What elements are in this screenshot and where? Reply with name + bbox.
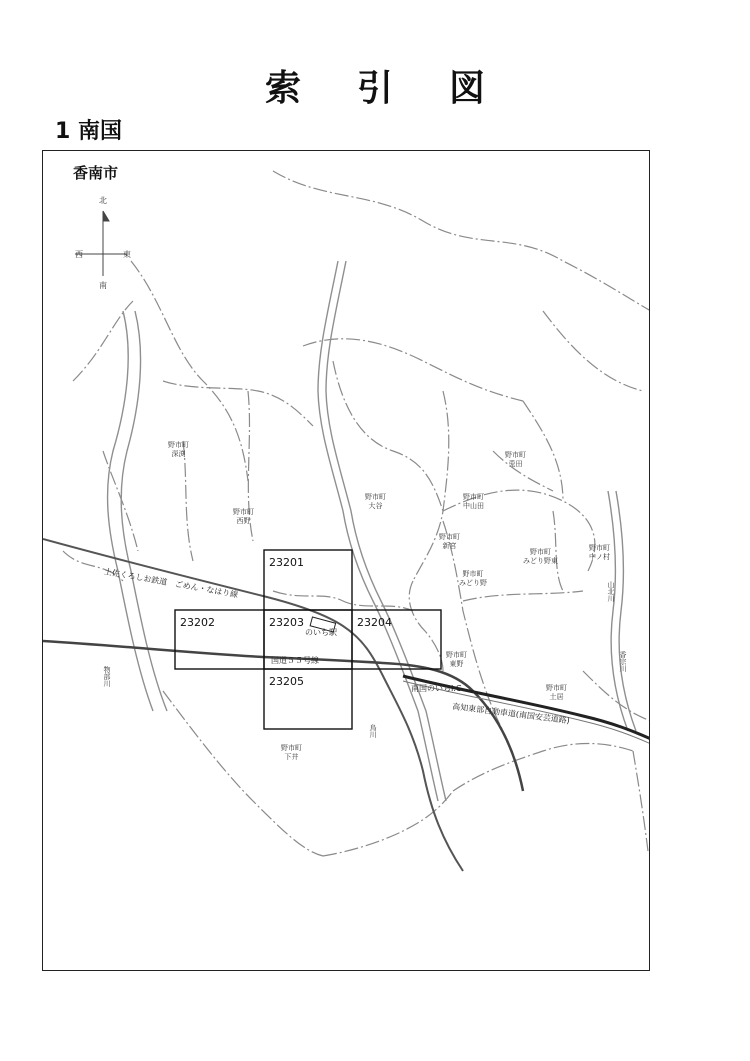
index-map[interactable] [42, 150, 650, 971]
area-label: 野市町 深渕 [168, 441, 189, 458]
section-heading: 1 南国 [55, 119, 122, 144]
compass-south-label: 南 [99, 281, 107, 290]
sheet-23202[interactable]: 23202 [180, 616, 215, 629]
river-label: 烏川 [369, 724, 377, 738]
area-label: 野市町 みどり野 [459, 570, 487, 587]
river-label: 山北川 [607, 581, 615, 602]
area-label: 野市町 大谷 [365, 493, 386, 510]
area-label: 野市町 下井 [281, 744, 302, 761]
interchange-label: 南国のいちI.C [411, 684, 462, 693]
sheet-23204[interactable]: 23204 [357, 616, 392, 629]
map-drawing [43, 151, 650, 971]
title-char: 引 [356, 68, 393, 109]
railway-line [43, 539, 463, 871]
compass-east-label: 東 [123, 250, 131, 259]
compass-west-label: 西 [75, 250, 83, 259]
sheet-grid [175, 550, 441, 729]
compass [75, 211, 127, 276]
page-title [0, 60, 750, 111]
railway-label: 土佐くろしお鉄道 ごめん・なはり線 [103, 566, 239, 600]
area-label: 野市町 中山田 [463, 493, 484, 510]
expressway-label: 高知東部自動車道(南国安芸道路) [451, 701, 571, 726]
sheet-23203[interactable]: 23203 [269, 616, 304, 629]
sheet-23201[interactable]: 23201 [269, 556, 304, 569]
area-label: 野市町 新宮 [439, 533, 460, 550]
title-char: 索 [264, 68, 301, 109]
compass-north-label: 北 [99, 196, 107, 205]
area-label: 野市町 土居 [546, 684, 567, 701]
district-boundaries [63, 171, 650, 856]
area-label: 野市町 中ノ村 [589, 544, 610, 561]
area-label: 野市町 兎田 [505, 451, 526, 468]
area-label: 野市町 東野 [446, 651, 467, 668]
road-label: 国道５５号線 [271, 656, 319, 665]
sheet-23205[interactable]: 23205 [269, 675, 304, 688]
river-label: 物部川 [103, 666, 111, 687]
river-label: 香宗川 [619, 651, 627, 672]
city-name: 香南市 [73, 164, 119, 182]
area-label: 野市町 西野 [233, 508, 254, 525]
title-char: 図 [449, 68, 486, 109]
station-label: のいち駅 [305, 628, 337, 637]
area-label: 野市町 みどり野東 [523, 548, 558, 565]
